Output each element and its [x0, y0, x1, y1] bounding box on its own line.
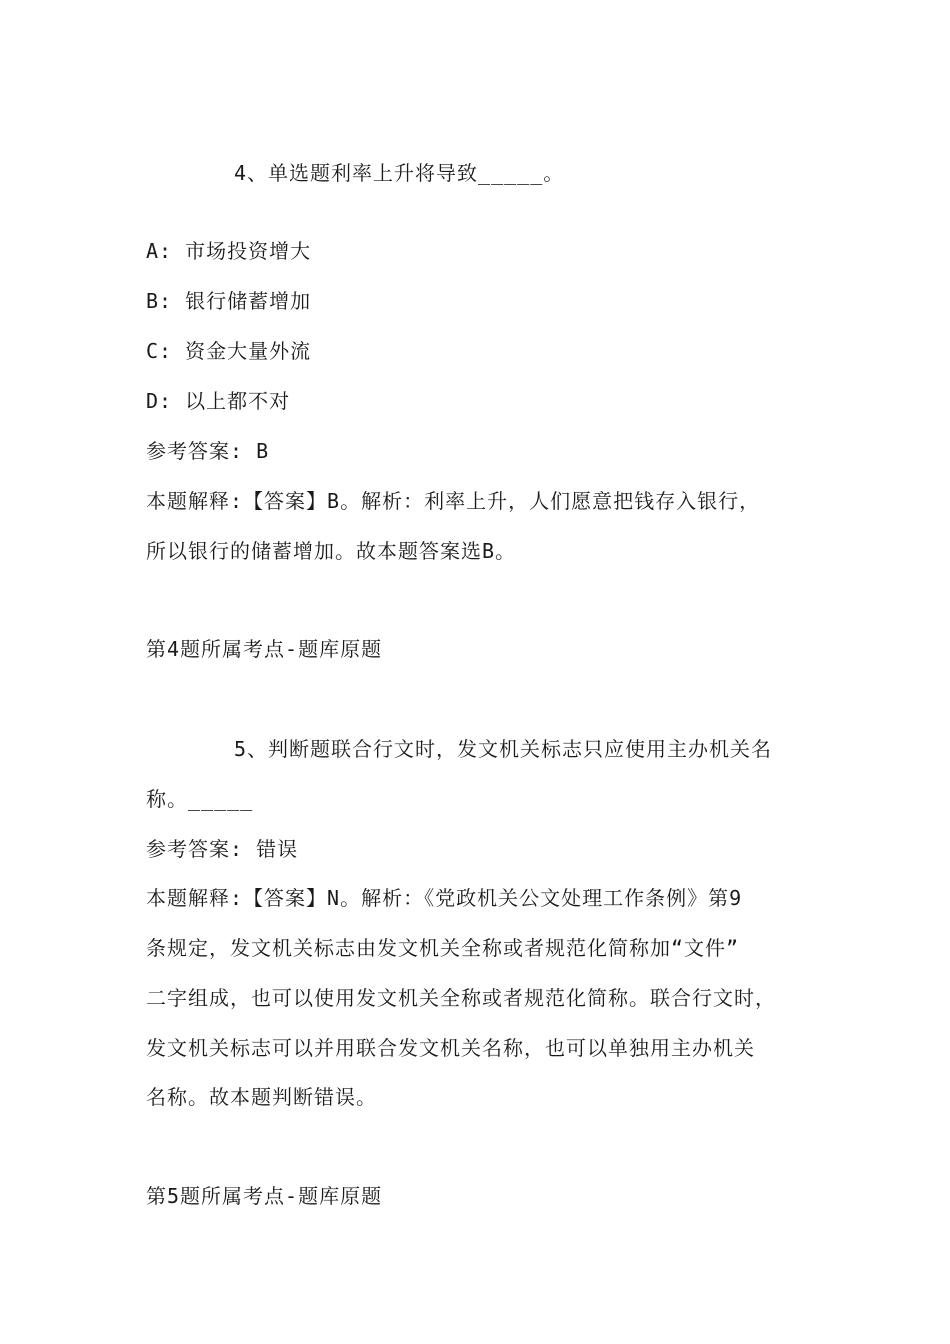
explanation-5-line-1: 本题解释:【答案】N。解析：《党政机关公文处理工作条例》第9 — [146, 886, 743, 910]
topic-5: 第5题所属考点-题库原题 — [146, 1184, 383, 1208]
question-4-text: 4、单选题利率上升将导致_____。 — [234, 161, 565, 185]
explanation-5-line-2: 条规定，发文机关标志由发文机关全称或者规范化简称加“文件” — [146, 936, 740, 960]
explanation-4-line-1: 本题解释:【答案】B。解析：利率上升，人们愿意把钱存入银行， — [146, 489, 761, 513]
option-c: C: 资金大量外流 — [146, 339, 312, 363]
answer-5: 参考答案: 错误 — [146, 837, 299, 861]
explanation-4-line-2: 所以银行的储蓄增加。故本题答案选B。 — [146, 539, 517, 563]
option-a: A: 市场投资增大 — [146, 239, 312, 263]
explanation-5-line-5: 名称。故本题判断错误。 — [146, 1085, 377, 1109]
option-d: D: 以上都不对 — [146, 389, 291, 413]
question-5-text-line-2: 称。_____ — [146, 787, 254, 811]
explanation-5-line-4: 发文机关标志可以并用联合发文机关名称，也可以单独用主办机关 — [146, 1036, 755, 1060]
option-b: B: 银行储蓄增加 — [146, 289, 312, 313]
explanation-5-line-3: 二字组成，也可以使用发文机关全称或者规范化简称。联合行文时， — [146, 986, 776, 1010]
answer-4: 参考答案: B — [146, 439, 270, 463]
question-5-text-line-1: 5、判断题联合行文时，发文机关标志只应使用主办机关名 — [234, 737, 773, 761]
topic-4: 第4题所属考点-题库原题 — [146, 637, 383, 661]
